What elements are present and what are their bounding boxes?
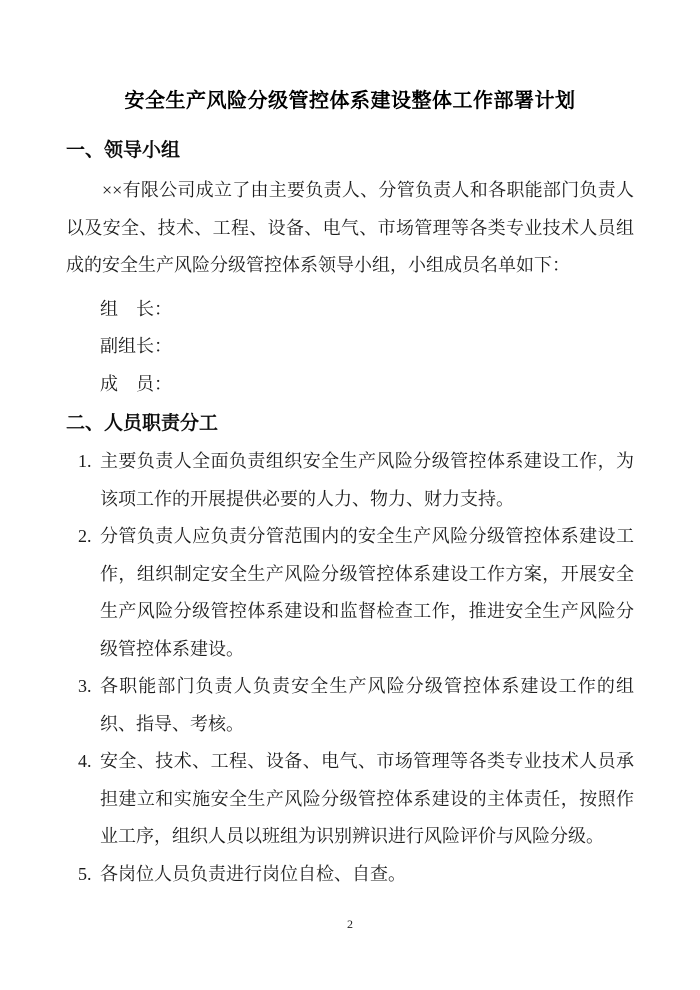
- role-line-deputy-leader: 副组长：: [100, 336, 172, 356]
- list-item: [66, 668, 634, 743]
- document-title: 安全生产风险分级管控体系建设整体工作部署计划: [124, 90, 576, 112]
- list-item: [66, 518, 634, 668]
- list-item-text: 主要负责人全面负责组织安全生产风险分级管控体系建设工作，为该项工作的开展提供必要的人力、物力、财力支持。: [100, 451, 634, 509]
- list-item-number: 5.: [78, 863, 92, 884]
- list-item: [66, 856, 634, 894]
- list-item-number: 3.: [78, 676, 92, 696]
- list-item: [66, 443, 634, 518]
- role-line-group-leader: 组 长：: [100, 298, 172, 319]
- list-item-number: 4.: [78, 751, 92, 771]
- leadership-intro-paragraph: ××有限公司成立了由主要负责人、分管负责人和各职能部门负责人以及安全、技术、工程、设备、电气、市场管理等各类专业技术人员组成的安全生产风险分级管控体系领导小组，小组成员名单如下：: [66, 180, 634, 275]
- list-item-text: 安全、技术、工程、设备、电气、市场管理等各类专业技术人员承担建立和实施安全生产风险分级管控体系建设的主体责任，按照作业工序，组织人员以班组为识别辨识进行风险评价与风险分级。: [100, 751, 634, 846]
- list-item-text: 分管负责人应负责分管范围内的安全生产风险分级管控体系建设工作，组织制定安全生产风险分级管控体系建设工作方案，开展安全生产风险分级管控体系建设和监督检查工作，推进安全生产风险分级管控体系建设。: [100, 526, 634, 659]
- list-item-text: 各职能部门负责人负责安全生产风险分级管控体系建设工作的组织、指导、考核。: [100, 676, 634, 734]
- list-item: [66, 743, 634, 856]
- leadership-roles: [66, 291, 634, 404]
- role-line-members: 成 员：: [100, 373, 172, 394]
- page-number: 2: [347, 917, 353, 931]
- list-item-number: 2.: [78, 526, 92, 546]
- section-heading-leadership-group: 一、领导小组: [66, 140, 181, 161]
- duty-list: [66, 443, 634, 893]
- list-item-text: 各岗位人员负责进行岗位自检、自查。: [100, 863, 406, 884]
- section-heading-duties: 二、人员职责分工: [66, 413, 219, 434]
- list-item-number: 1.: [78, 451, 92, 471]
